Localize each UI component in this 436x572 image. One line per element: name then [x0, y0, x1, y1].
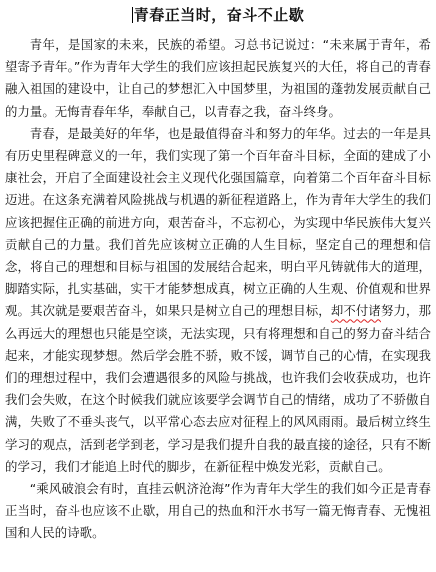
document-page: [5, 4, 431, 545]
paragraph-3[interactable]: “乘风破浪会有时，直挂云帆济沧海”作为青年大学生的我们如今正是青春正当时，奋斗也应该不止歇，用自己的热血和汗水书写一篇无悔青春、无愧祖国和人民的诗歌。: [5, 481, 431, 541]
text-cursor: [132, 7, 133, 23]
document-title-line[interactable]: [5, 4, 431, 28]
spellcheck-marked-text[interactable]: 却不付诸: [330, 303, 381, 319]
document-title: 青春正当时，奋斗不止歇: [133, 6, 305, 24]
paragraph-2-text-before: 青春，是最美好的年华，也是最值得奋斗和努力的年华。过去的一年是具有历史里程碑意义的一年，我们实现了第一个百年奋斗目标，全面的建成了小康社会，开启了全面建设社会主义现代化强国篇章，向着第二个百年奋斗目标迈进。在这条充满着风险挑战与机遇的新征程道路上，作为青年大学生的我们应该把握住正确的前进方向，艰苦奋斗，不忘初心，为实现中华民族伟大复兴贡献自己的力量。我们首先应该树立正确的人生目标，坚定自己的理想和信念，将自己的理想和目标与祖国的发展结合起来，明白平凡铸就伟大的道理，脚踏实际，扎实基础，实干才能梦想成真，树立正确的人生观、价值观和世界观。其次就是要艰苦奋斗，如果只是树立自己的理想目标，: [5, 125, 431, 319]
paragraph-1[interactable]: 青年，是国家的未来，民族的希望。习总书记说过：“未来属于青年，希望寄予青年。”作为青年大学生的我们应该担起民族复兴的大任，将自己的青春融入祖国的建设中，让自己的梦想汇入中国梦里，为祖国的蓬勃发展贡献自己的力量。无悔青春年华，奉献自己，以青春之我，奋斗终身。: [5, 37, 431, 119]
paragraph-2[interactable]: [5, 123, 431, 478]
paragraph-2-text-after: 努力，那么再远大的理想也只能是空谈，无法实现，只有将理想和自己的努力奋斗结合起来，才能实现梦想。然后学会胜不骄，败不馁，调节自己的心情，在实现我们的理想过程中，我们会遭遇很多的风险与挑战，也许我们会收获成功，也许我们会失败，在这个时候我们就应该要学会调节自己的情绪，成功了不骄傲自满，失败了不垂头丧气，以平常心态去应对征程上的风风雨雨。最后树立终生学习的观点，活到老学到老，学习是我们提升自我的最直接的途径，只有不断的学习，我们才能追上时代的脚步，在新征程中焕发光彩，贡献自己。: [5, 303, 432, 474]
